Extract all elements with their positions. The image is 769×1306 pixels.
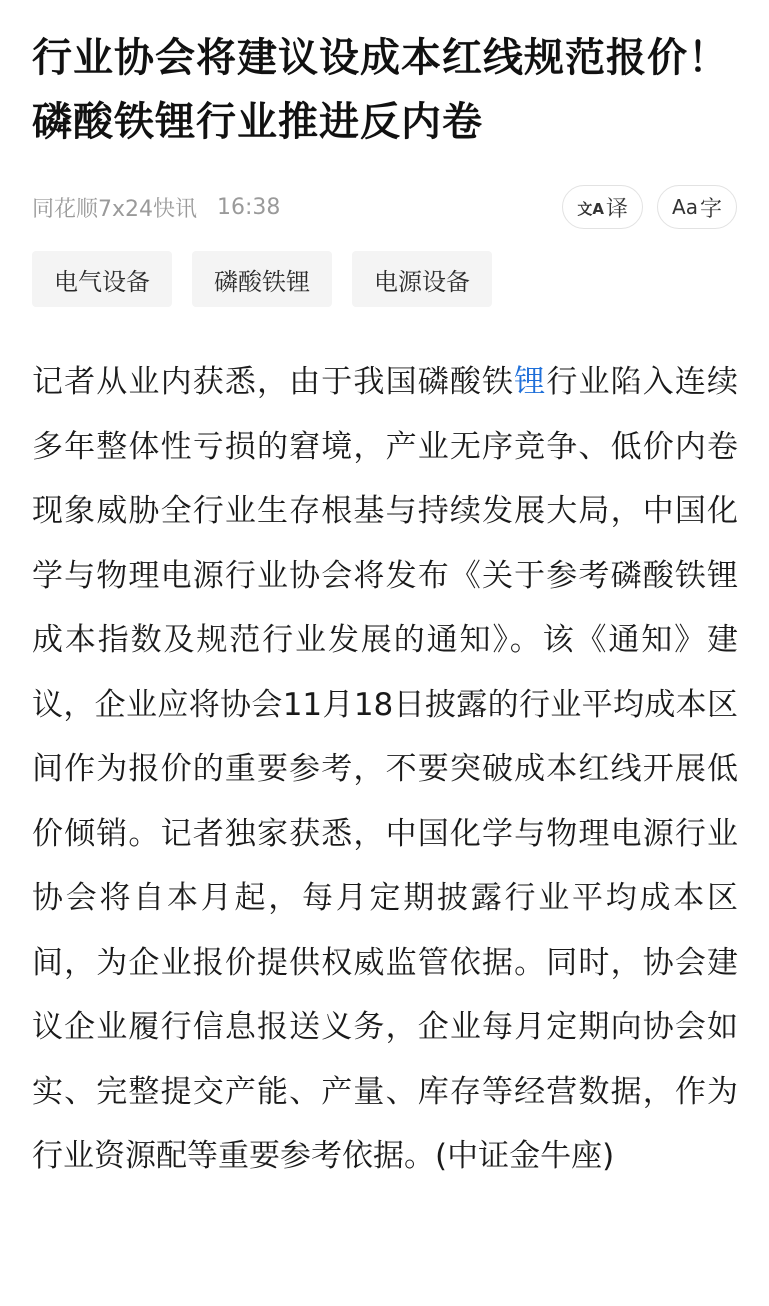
stock-keyword-link[interactable]: 锂 [514,364,547,400]
translate-label: 译 [606,196,629,222]
article-source: 同花顺7x24快讯 [32,196,198,222]
article-body [32,350,738,1189]
translate-button[interactable] [562,185,643,229]
tag-list [32,251,492,307]
article-meta [32,185,737,229]
article-time: 16:38 [217,194,281,220]
article-tools [562,185,737,229]
article-body-text-rest: 行业陷入连续多年整体性亏损的窘境，产业无序竞争、低价内卷现象威胁全行业生存根基与持续发展大局，中国化学与物理电源行业协会将发布《关于参考磷酸铁锂成本指数及规范行业发展的通知》。该《通知》建议，企业应将协会11月18日披露的行业平均成本区间作为报价的重要参考，不要突破成本红线开展低价倾销。记者独家获悉，中国化学与物理电源行业协会将自本月起，每月定期披露行业平均成本区间，为企业报价提供权威监管依据。同时，协会建议企业履行信息报送义务，企业每月定期向协会如实、完整提交产能、产量、库存等经营数据，作为行业资源配等重要参考依据。(中证金牛座) [32,364,739,1174]
font-size-label: 字 [699,196,722,222]
tag-electrical-equipment[interactable]: 电气设备 [32,251,172,307]
font-size-button[interactable] [657,185,737,229]
article-body-text-start: 记者从业内获悉，由于我国磷酸铁 [32,364,515,400]
tag-lithium-iron-phosphate[interactable]: 磷酸铁锂 [192,251,332,307]
translate-icon: 文A [577,199,605,218]
font-size-icon: Aa [672,195,698,219]
tag-power-equipment[interactable]: 电源设备 [352,251,492,307]
article-title: 行业协会将建议设成本红线规范报价！磷酸铁锂行业推进反内卷 [32,35,729,145]
